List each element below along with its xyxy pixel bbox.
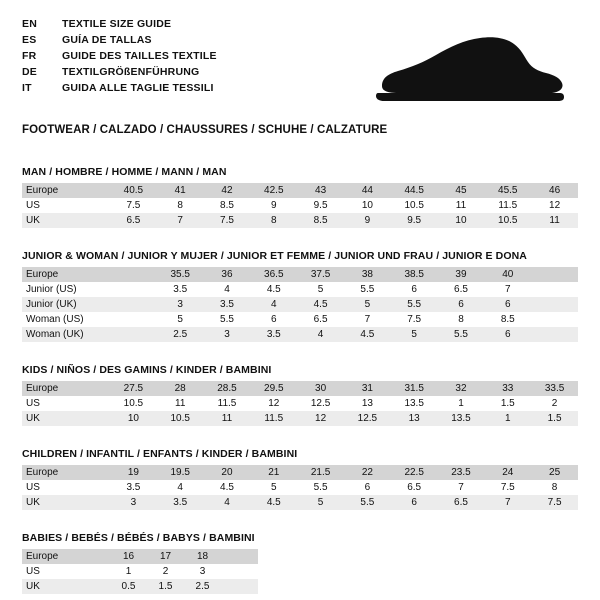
language-code: FR <box>22 50 37 62</box>
section-babies <box>22 532 578 594</box>
cell: 23.5 <box>438 465 485 480</box>
cell: 13 <box>344 396 391 411</box>
cell <box>221 579 258 594</box>
language-row <box>22 82 217 98</box>
cell: 5 <box>157 312 204 327</box>
cell: 6.5 <box>438 495 485 510</box>
cell: 39 <box>438 267 485 282</box>
language-code: ES <box>22 34 37 46</box>
row-label: UK <box>22 495 110 510</box>
table-row <box>22 198 578 213</box>
table-row <box>22 579 258 594</box>
cell: 12 <box>250 396 297 411</box>
cell: 31.5 <box>391 381 438 396</box>
cell: 3 <box>184 564 221 579</box>
cell: 7 <box>484 282 531 297</box>
size-table-babies <box>22 549 258 594</box>
cell <box>531 267 578 282</box>
cell: 46 <box>531 183 578 198</box>
cell: 45.5 <box>484 183 531 198</box>
cell: 10.5 <box>157 411 204 426</box>
cell: 12.5 <box>344 411 391 426</box>
cell <box>531 297 578 312</box>
cell: 6 <box>391 495 438 510</box>
cell: 24 <box>484 465 531 480</box>
section-man <box>22 166 578 228</box>
table-row <box>22 183 578 198</box>
cell: 7 <box>484 495 531 510</box>
cell: 5 <box>297 282 344 297</box>
cell: 5.5 <box>204 312 251 327</box>
language-row <box>22 50 217 66</box>
cell: 35.5 <box>157 267 204 282</box>
row-label: UK <box>22 579 110 594</box>
cell: 44.5 <box>391 183 438 198</box>
cell: 7.5 <box>484 480 531 495</box>
cell: 7.5 <box>204 213 251 228</box>
cell: 1 <box>110 564 147 579</box>
language-title-body <box>22 18 217 98</box>
row-label: Junior (US) <box>22 282 110 297</box>
cell: 5 <box>344 297 391 312</box>
cell: 13.5 <box>391 396 438 411</box>
row-label: US <box>22 396 110 411</box>
cell: 1 <box>438 396 485 411</box>
cell: 19 <box>110 465 157 480</box>
cell: 6.5 <box>297 312 344 327</box>
cell: 11 <box>531 213 578 228</box>
row-label: US <box>22 480 110 495</box>
cell <box>110 327 157 342</box>
cell: 5.5 <box>297 480 344 495</box>
table-row <box>22 549 258 564</box>
cell: 28 <box>157 381 204 396</box>
cell: 4 <box>204 282 251 297</box>
language-row <box>22 34 217 50</box>
cell: 21 <box>250 465 297 480</box>
cell: 11.5 <box>250 411 297 426</box>
cell: 27.5 <box>110 381 157 396</box>
cell: 1 <box>484 411 531 426</box>
cell: 12 <box>297 411 344 426</box>
row-label: Woman (UK) <box>22 327 110 342</box>
cell: 5.5 <box>391 297 438 312</box>
cell: 13 <box>391 411 438 426</box>
cell: 45 <box>438 183 485 198</box>
cell: 19.5 <box>157 465 204 480</box>
cell <box>531 327 578 342</box>
section-title: JUNIOR & WOMAN / JUNIOR Y MUJER / JUNIOR ET FEMME / JUNIOR UND FRAU / JUNIOR E DONA <box>22 250 527 262</box>
row-label: Junior (UK) <box>22 297 110 312</box>
cell: 9.5 <box>391 213 438 228</box>
language-title: GUIDA ALLE TAGLIE TESSILI <box>62 82 214 94</box>
table-row <box>22 297 578 312</box>
cell: 38 <box>344 267 391 282</box>
cell: 11 <box>204 411 251 426</box>
cell: 4 <box>157 480 204 495</box>
cell: 25 <box>531 465 578 480</box>
cell: 29.5 <box>250 381 297 396</box>
cell: 2 <box>147 564 184 579</box>
cell: 4.5 <box>250 495 297 510</box>
cell: 4 <box>297 327 344 342</box>
language-row <box>22 18 217 34</box>
cell: 6 <box>344 480 391 495</box>
size-table-children <box>22 465 578 510</box>
cell: 7 <box>438 480 485 495</box>
row-label: Europe <box>22 549 110 564</box>
cell: 5.5 <box>344 495 391 510</box>
cell: 36 <box>204 267 251 282</box>
cell: 41 <box>157 183 204 198</box>
cell: 4.5 <box>250 282 297 297</box>
language-row <box>22 66 217 82</box>
cell: 32 <box>438 381 485 396</box>
section-title: CHILDREN / INFANTIL / ENFANTS / KINDER / BAMBINI <box>22 448 298 460</box>
cell: 10 <box>438 213 485 228</box>
cell <box>221 564 258 579</box>
document-header <box>22 18 578 114</box>
cell: 7 <box>157 213 204 228</box>
cell: 43 <box>297 183 344 198</box>
cell: 1.5 <box>531 411 578 426</box>
cell: 3.5 <box>250 327 297 342</box>
cell: 2 <box>531 396 578 411</box>
cell: 4.5 <box>344 327 391 342</box>
row-label: Europe <box>22 183 110 198</box>
cell: 6.5 <box>438 282 485 297</box>
cell: 38.5 <box>391 267 438 282</box>
language-title: GUÍA DE TALLAS <box>62 34 152 46</box>
cell: 10 <box>110 411 157 426</box>
cell: 3.5 <box>157 495 204 510</box>
table-row <box>22 495 578 510</box>
cell: 8.5 <box>297 213 344 228</box>
cell: 30 <box>297 381 344 396</box>
cell: 4 <box>204 495 251 510</box>
size-table-junior-woman <box>22 267 578 342</box>
cell: 1.5 <box>484 396 531 411</box>
cell: 3.5 <box>157 282 204 297</box>
cell: 22.5 <box>391 465 438 480</box>
cell: 8.5 <box>484 312 531 327</box>
row-label: Europe <box>22 465 110 480</box>
cell: 10.5 <box>110 396 157 411</box>
cell: 5.5 <box>344 282 391 297</box>
section-kids <box>22 364 578 426</box>
cell: 33.5 <box>531 381 578 396</box>
cell: 10 <box>344 198 391 213</box>
cell: 9.5 <box>297 198 344 213</box>
cell: 12 <box>531 198 578 213</box>
cell: 6 <box>391 282 438 297</box>
cell <box>110 282 157 297</box>
cell: 40.5 <box>110 183 157 198</box>
cell: 40 <box>484 267 531 282</box>
row-label: US <box>22 564 110 579</box>
cell: 31 <box>344 381 391 396</box>
section-junior-woman <box>22 250 578 342</box>
cell <box>531 282 578 297</box>
cell <box>110 312 157 327</box>
language-title: TEXTILGRÖßENFÜHRUNG <box>62 66 200 78</box>
cell <box>110 297 157 312</box>
table-row <box>22 480 578 495</box>
row-label: Europe <box>22 381 110 396</box>
cell: 11.5 <box>204 396 251 411</box>
cell: 8 <box>250 213 297 228</box>
page-title: FOOTWEAR / CALZADO / CHAUSSURES / SCHUHE / CALZATURE <box>22 124 388 136</box>
cell: 5 <box>250 480 297 495</box>
dress-shoe-icon <box>368 34 568 106</box>
cell: 3 <box>157 297 204 312</box>
cell: 18 <box>184 549 221 564</box>
size-table-man <box>22 183 578 228</box>
row-label: Europe <box>22 267 110 282</box>
cell: 33 <box>484 381 531 396</box>
table-row <box>22 381 578 396</box>
cell: 11 <box>157 396 204 411</box>
table-row <box>22 267 578 282</box>
cell: 6 <box>438 297 485 312</box>
section-title: BABIES / BEBÉS / BÉBÉS / BABYS / BAMBINI <box>22 532 255 544</box>
row-label: UK <box>22 411 110 426</box>
table-row <box>22 282 578 297</box>
cell: 5 <box>391 327 438 342</box>
section-title: MAN / HOMBRE / HOMME / MANN / MAN <box>22 166 227 178</box>
cell: 8.5 <box>204 198 251 213</box>
cell <box>110 267 157 282</box>
cell: 16 <box>110 549 147 564</box>
cell: 2.5 <box>157 327 204 342</box>
cell: 6.5 <box>391 480 438 495</box>
cell: 11 <box>438 198 485 213</box>
cell: 12.5 <box>297 396 344 411</box>
cell: 0.5 <box>110 579 147 594</box>
cell: 7.5 <box>391 312 438 327</box>
cell: 4 <box>250 297 297 312</box>
cell: 11.5 <box>484 198 531 213</box>
table-row <box>22 411 578 426</box>
language-code: DE <box>22 66 37 78</box>
language-code: IT <box>22 82 32 94</box>
table-row <box>22 213 578 228</box>
cell: 17 <box>147 549 184 564</box>
row-label: Woman (US) <box>22 312 110 327</box>
cell: 7.5 <box>110 198 157 213</box>
table-row <box>22 465 578 480</box>
cell: 8 <box>157 198 204 213</box>
cell: 3.5 <box>204 297 251 312</box>
cell: 8 <box>438 312 485 327</box>
language-title: TEXTILE SIZE GUIDE <box>62 18 172 30</box>
cell: 4.5 <box>204 480 251 495</box>
row-label: US <box>22 198 110 213</box>
cell: 36.5 <box>250 267 297 282</box>
cell: 42 <box>204 183 251 198</box>
cell: 3 <box>204 327 251 342</box>
row-label: UK <box>22 213 110 228</box>
cell: 21.5 <box>297 465 344 480</box>
cell: 6 <box>484 327 531 342</box>
size-table-kids <box>22 381 578 426</box>
cell: 5 <box>297 495 344 510</box>
cell: 13.5 <box>438 411 485 426</box>
cell: 7.5 <box>531 495 578 510</box>
table-row <box>22 327 578 342</box>
cell: 20 <box>204 465 251 480</box>
cell: 10.5 <box>391 198 438 213</box>
language-title-list <box>22 18 217 98</box>
language-title: GUIDE DES TAILLES TEXTILE <box>62 50 217 62</box>
cell: 10.5 <box>484 213 531 228</box>
cell <box>531 312 578 327</box>
cell: 22 <box>344 465 391 480</box>
cell <box>221 549 258 564</box>
language-code: EN <box>22 18 37 30</box>
cell: 8 <box>531 480 578 495</box>
cell: 42.5 <box>250 183 297 198</box>
cell: 6.5 <box>110 213 157 228</box>
cell: 9 <box>250 198 297 213</box>
cell: 3.5 <box>110 480 157 495</box>
cell: 2.5 <box>184 579 221 594</box>
cell: 3 <box>110 495 157 510</box>
cell: 44 <box>344 183 391 198</box>
cell: 4.5 <box>297 297 344 312</box>
cell: 9 <box>344 213 391 228</box>
cell: 7 <box>344 312 391 327</box>
table-row <box>22 564 258 579</box>
cell: 6 <box>250 312 297 327</box>
cell: 5.5 <box>438 327 485 342</box>
cell: 6 <box>484 297 531 312</box>
cell: 37.5 <box>297 267 344 282</box>
section-title: KIDS / NIÑOS / DES GAMINS / KINDER / BAMBINI <box>22 364 272 376</box>
table-row <box>22 396 578 411</box>
cell: 28.5 <box>204 381 251 396</box>
cell: 1.5 <box>147 579 184 594</box>
table-row <box>22 312 578 327</box>
section-children <box>22 448 578 510</box>
